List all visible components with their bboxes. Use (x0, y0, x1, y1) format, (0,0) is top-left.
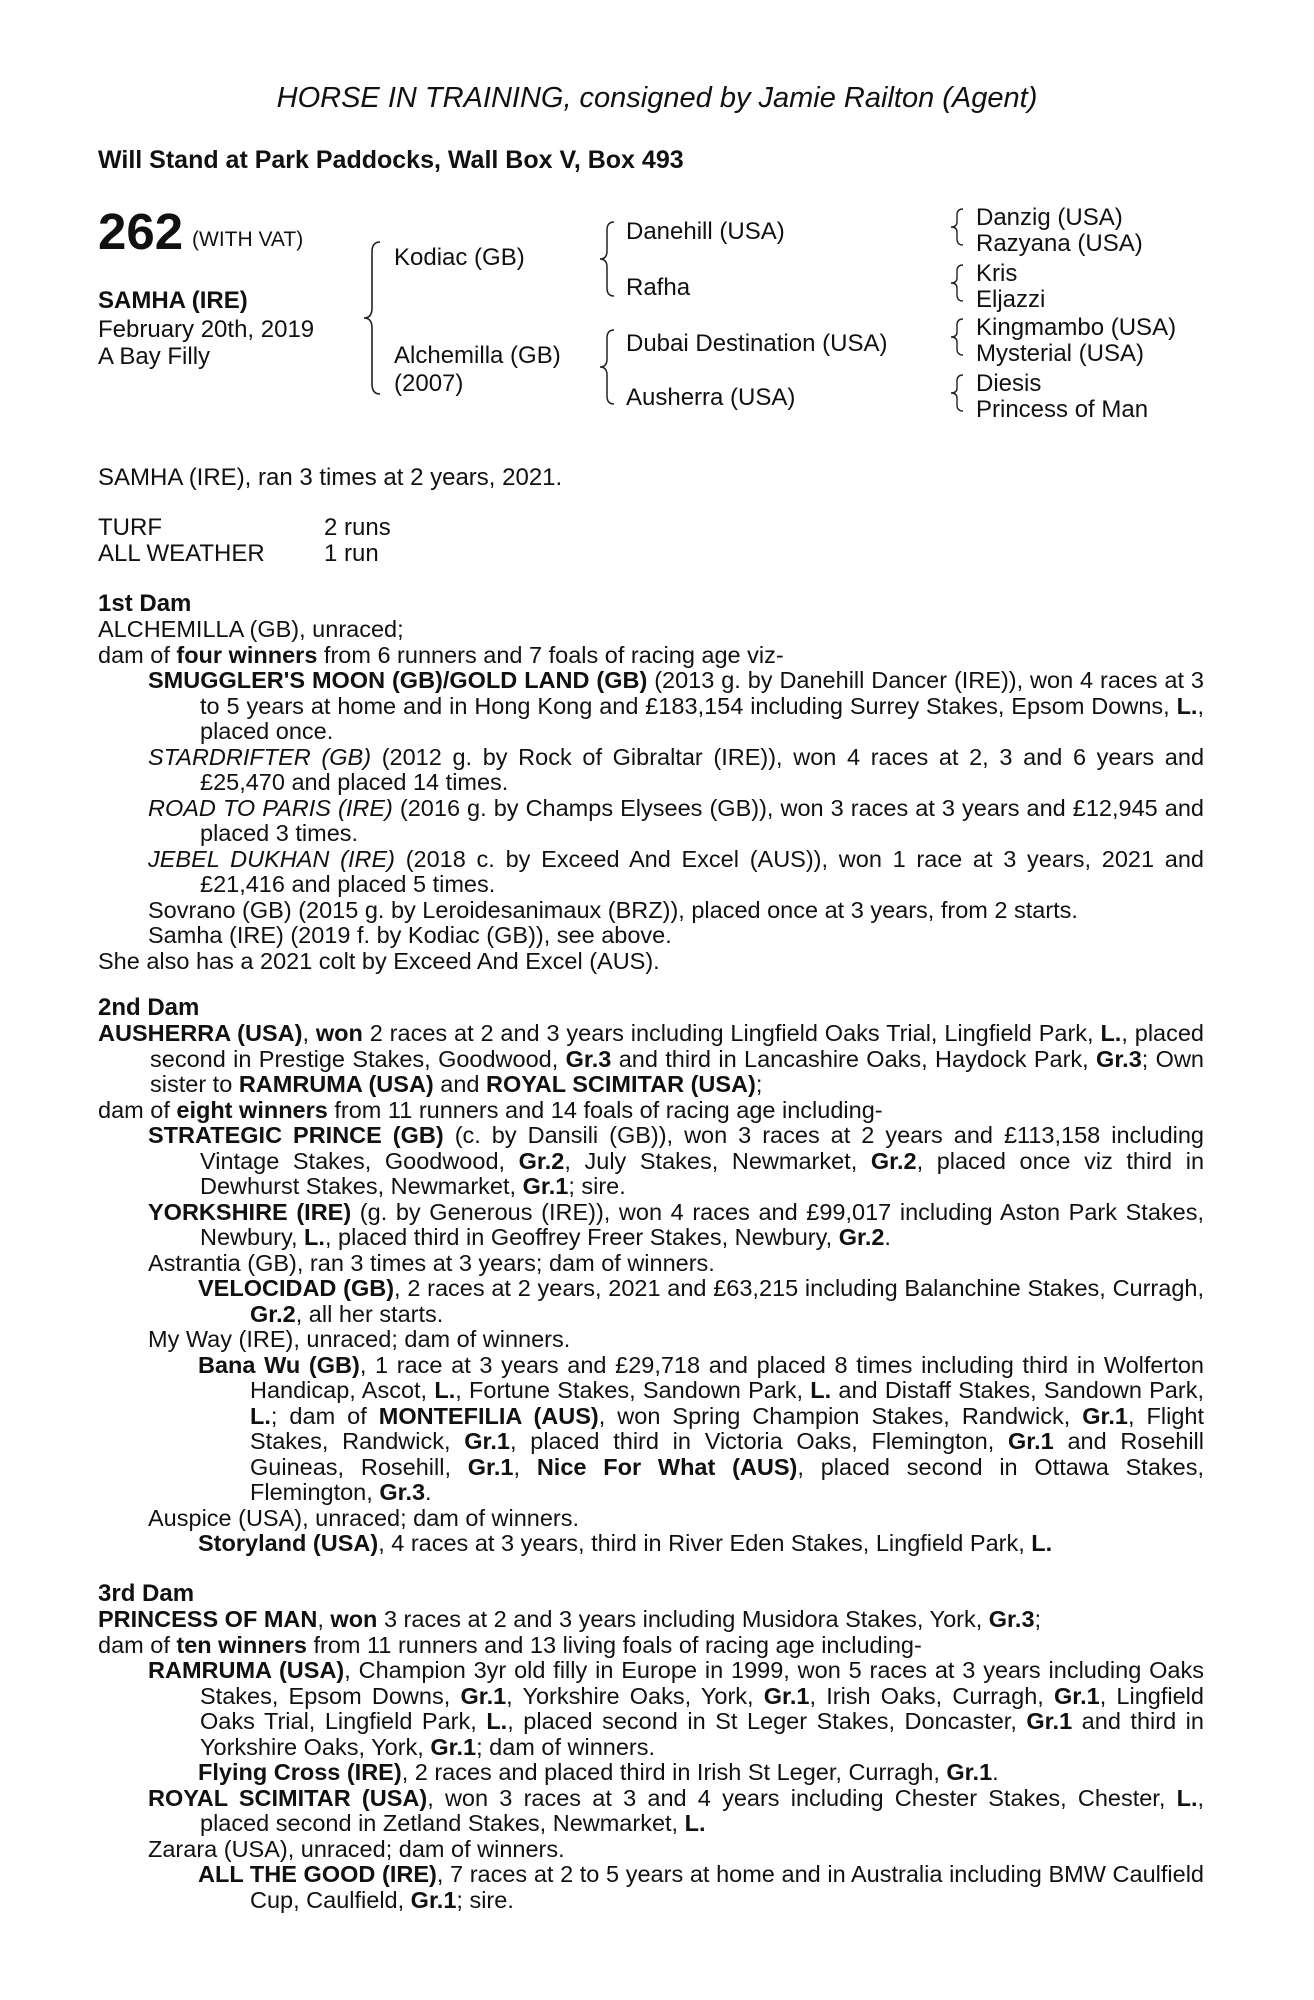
race-record-summary: SAMHA (IRE), ran 3 times at 2 years, 2021. (98, 464, 563, 491)
turf-runs: 2 runs (324, 514, 391, 541)
pedigree-g-dsd: Mysterial (USA) (976, 340, 1145, 367)
stand-location: Will Stand at Park Paddocks, Wall Box V, Box 493 (98, 146, 684, 174)
grandprogeny-bana-wu: Bana Wu (GB), 1 race at 3 years and £29,718 and placed 8 times including third in Wolferton Handicap, Ascot, L., Fortune Stakes, Sandown Park, L. and Distaff Stakes, Sandown Park, L.; dam of MONTEFILIA (AUS), won Spring Champion Stakes, Randwick, Gr.1, Flight Stakes, Randwick, Gr.1, placed third in Victoria Oaks, Flemington, Gr.1 and Rosehill Guineas, Rosehill, Gr.1, Nice For What (AUS), placed second in Ottawa Stakes, Flemington, Gr.3. (198, 1351, 1205, 1505)
third-dam-heading: 3rd Dam (98, 1580, 195, 1607)
pedigree-brace-g1 (948, 206, 968, 248)
progeny-my-way: My Way (IRE), unraced; dam of winners. (148, 1326, 571, 1352)
grandprogeny-flying-cross: Flying Cross (IRE), 2 races and placed third in Irish St Leger, Curragh, Gr.1. (198, 1759, 999, 1785)
grandprogeny-all-the-good: ALL THE GOOD (IRE), 7 races at 2 to 5 years at home and in Australia including BMW Caulfield Cup, Caulfield, Gr.1; sire. (198, 1861, 1204, 1913)
page-header: HORSE IN TRAINING, consigned by Jamie Railton (Agent) (276, 82, 1038, 114)
horse-description: A Bay Filly (98, 343, 211, 370)
first-dam-section (98, 617, 1204, 974)
second-dam-ausherra: AUSHERRA (USA), won 2 races at 2 and 3 years including Lingfield Oaks Trial, Lingfield Park, L., placed second in Prestige Stakes, Goodwood, Gr.3 and third in Lancashire Oaks, Haydock Park, Gr.3; Own sister to RAMRUMA (USA) and ROYAL SCIMITAR (USA); (98, 1020, 1204, 1097)
first-dam-produce-line: dam of four winners from 6 runners and 7 foals of racing age viz- (98, 641, 784, 668)
vat-label: (WITH VAT) (192, 228, 304, 251)
progeny-samha: Samha (IRE) (2019 f. by Kodiac (GB)), see above. (148, 922, 672, 948)
grandprogeny-velocidad: VELOCIDAD (GB), 2 races at 2 years, 2021 and £63,215 including Balanchine Stakes, Curragh, Gr.2, all her starts. (198, 1275, 1204, 1327)
all-weather-label: ALL WEATHER (98, 540, 265, 567)
pedigree-g-sss: Danzig (USA) (976, 204, 1123, 231)
pedigree-brace-main (360, 238, 390, 398)
pedigree-brace-dam (596, 326, 620, 408)
progeny-astrantia: Astrantia (GB), ran 3 times at 3 years; dam of winners. (148, 1249, 715, 1276)
pedigree-dam: Alchemilla (GB) (394, 342, 561, 369)
pedigree-g-dss: Kingmambo (USA) (976, 314, 1177, 341)
pedigree-brace-g2 (948, 262, 968, 304)
progeny-2021-colt: She also has a 2021 colt by Exceed And Excel (AUS). (98, 947, 660, 974)
pedigree-g-sdd: Eljazzi (976, 286, 1046, 313)
lot-number: 262 (98, 203, 184, 260)
progeny-royal-scimitar: ROYAL SCIMITAR (USA), won 3 races at 3 and 4 years including Chester Stakes, Chester, L., placed second in Zetland Stakes, Newmarket, L. (148, 1784, 1205, 1836)
pedigree-g-ddd: Princess of Man (976, 396, 1149, 423)
all-weather-runs: 1 run (324, 540, 379, 567)
first-dam-heading: 1st Dam (98, 590, 192, 617)
pedigree-g-sds: Kris (976, 260, 1018, 287)
progeny-road-to-paris: ROAD TO PARIS (IRE) (2016 g. by Champs Elysees (GB)), won 3 races at 3 years and £12,945 and placed 3 times. (148, 794, 1204, 846)
progeny-yorkshire: YORKSHIRE (IRE) (g. by Generous (IRE)), won 4 races and £99,017 including Aston Park Stakes, Newbury, L., placed third in Geoffrey Freer Stakes, Newbury, Gr.2. (148, 1198, 1204, 1250)
third-dam-produce-line: dam of ten winners from 11 runners and 13 living foals of racing age including- (98, 1631, 922, 1658)
horse-dob: February 20th, 2019 (98, 316, 315, 343)
pedigree-g-dds: Diesis (976, 370, 1042, 397)
pedigree-dam-sire: Dubai Destination (USA) (626, 330, 888, 357)
second-dam-heading: 2nd Dam (98, 994, 200, 1021)
progeny-ramruma: RAMRUMA (USA), Champion 3yr old filly in Europe in 1999, won 5 races at 3 years including Oaks Stakes, Epsom Downs, Gr.1, Yorkshire Oaks, York, Gr.1, Irish Oaks, Curragh, Gr.1, Lingfield Oaks Trial, Lingfield Park, L., placed second in St Leger Stakes, Doncaster, Gr.1 and third in Yorkshire Oaks, York, Gr.1; dam of winners. (148, 1657, 1204, 1760)
progeny-strategic-prince: STRATEGIC PRINCE (GB) (c. by Dansili (GB)), won 3 races at 2 years and £113,158 including Vintage Stakes, Goodwood, Gr.2, July Stakes, Newmarket, Gr.2, placed once viz third in Dewhurst Stakes, Newmarket, Gr.1; sire. (148, 1122, 1205, 1199)
second-dam-section (98, 1021, 1204, 1557)
progeny-auspice: Auspice (USA), unraced; dam of winners. (148, 1504, 580, 1531)
third-dam-section (98, 1607, 1204, 1913)
grandprogeny-storyland: Storyland (USA), 4 races at 3 years, third in River Eden Stakes, Lingfield Park, L. (198, 1530, 1053, 1556)
pedigree-sire: Kodiac (GB) (394, 244, 525, 271)
second-dam-produce-line: dam of eight winners from 11 runners and 14 foals of racing age including- (98, 1096, 883, 1123)
pedigree-sire-dam: Rafha (626, 274, 691, 301)
progeny-jebel-dukhan: JEBEL DUKHAN (IRE) (2018 c. by Exceed And Excel (AUS)), won 1 race at 3 years, 2021 and £21,416 and placed 5 times. (148, 845, 1204, 897)
first-dam-intro: ALCHEMILLA (GB), unraced; (98, 616, 404, 642)
pedigree-sire-sire: Danehill (USA) (626, 218, 785, 245)
progeny-stardrifter: STARDRIFTER (GB) (2012 g. by Rock of Gibraltar (IRE)), won 4 races at 2, 3 and 6 years and £25,470 and placed 14 times. (148, 743, 1205, 795)
horse-name: SAMHA (IRE) (98, 287, 248, 314)
pedigree-g-ssd: Razyana (USA) (976, 230, 1143, 257)
third-dam-princess-of-man: PRINCESS OF MAN, won 3 races at 2 and 3 years including Musidora Stakes, York, Gr.3; (98, 1606, 1042, 1632)
pedigree-dam-year: (2007) (394, 370, 464, 397)
pedigree-dam-dam: Ausherra (USA) (626, 384, 796, 411)
pedigree-brace-sire (596, 218, 620, 300)
progeny-smugglers-moon: SMUGGLER'S MOON (GB)/GOLD LAND (GB) (2013 g. by Danehill Dancer (IRE)), won 4 races at 3 to 5 years at home and in Hong Kong and £183,154 including Surrey Stakes, Epsom Downs, L., placed once. (148, 667, 1204, 744)
pedigree-brace-g3 (948, 316, 968, 358)
progeny-sovrano: Sovrano (GB) (2015 g. by Leroidesanimaux (BRZ)), placed once at 3 years, from 2 starts. (148, 896, 1078, 923)
pedigree-brace-g4 (948, 372, 968, 414)
turf-label: TURF (98, 514, 162, 541)
progeny-zarara: Zarara (USA), unraced; dam of winners. (148, 1835, 565, 1862)
